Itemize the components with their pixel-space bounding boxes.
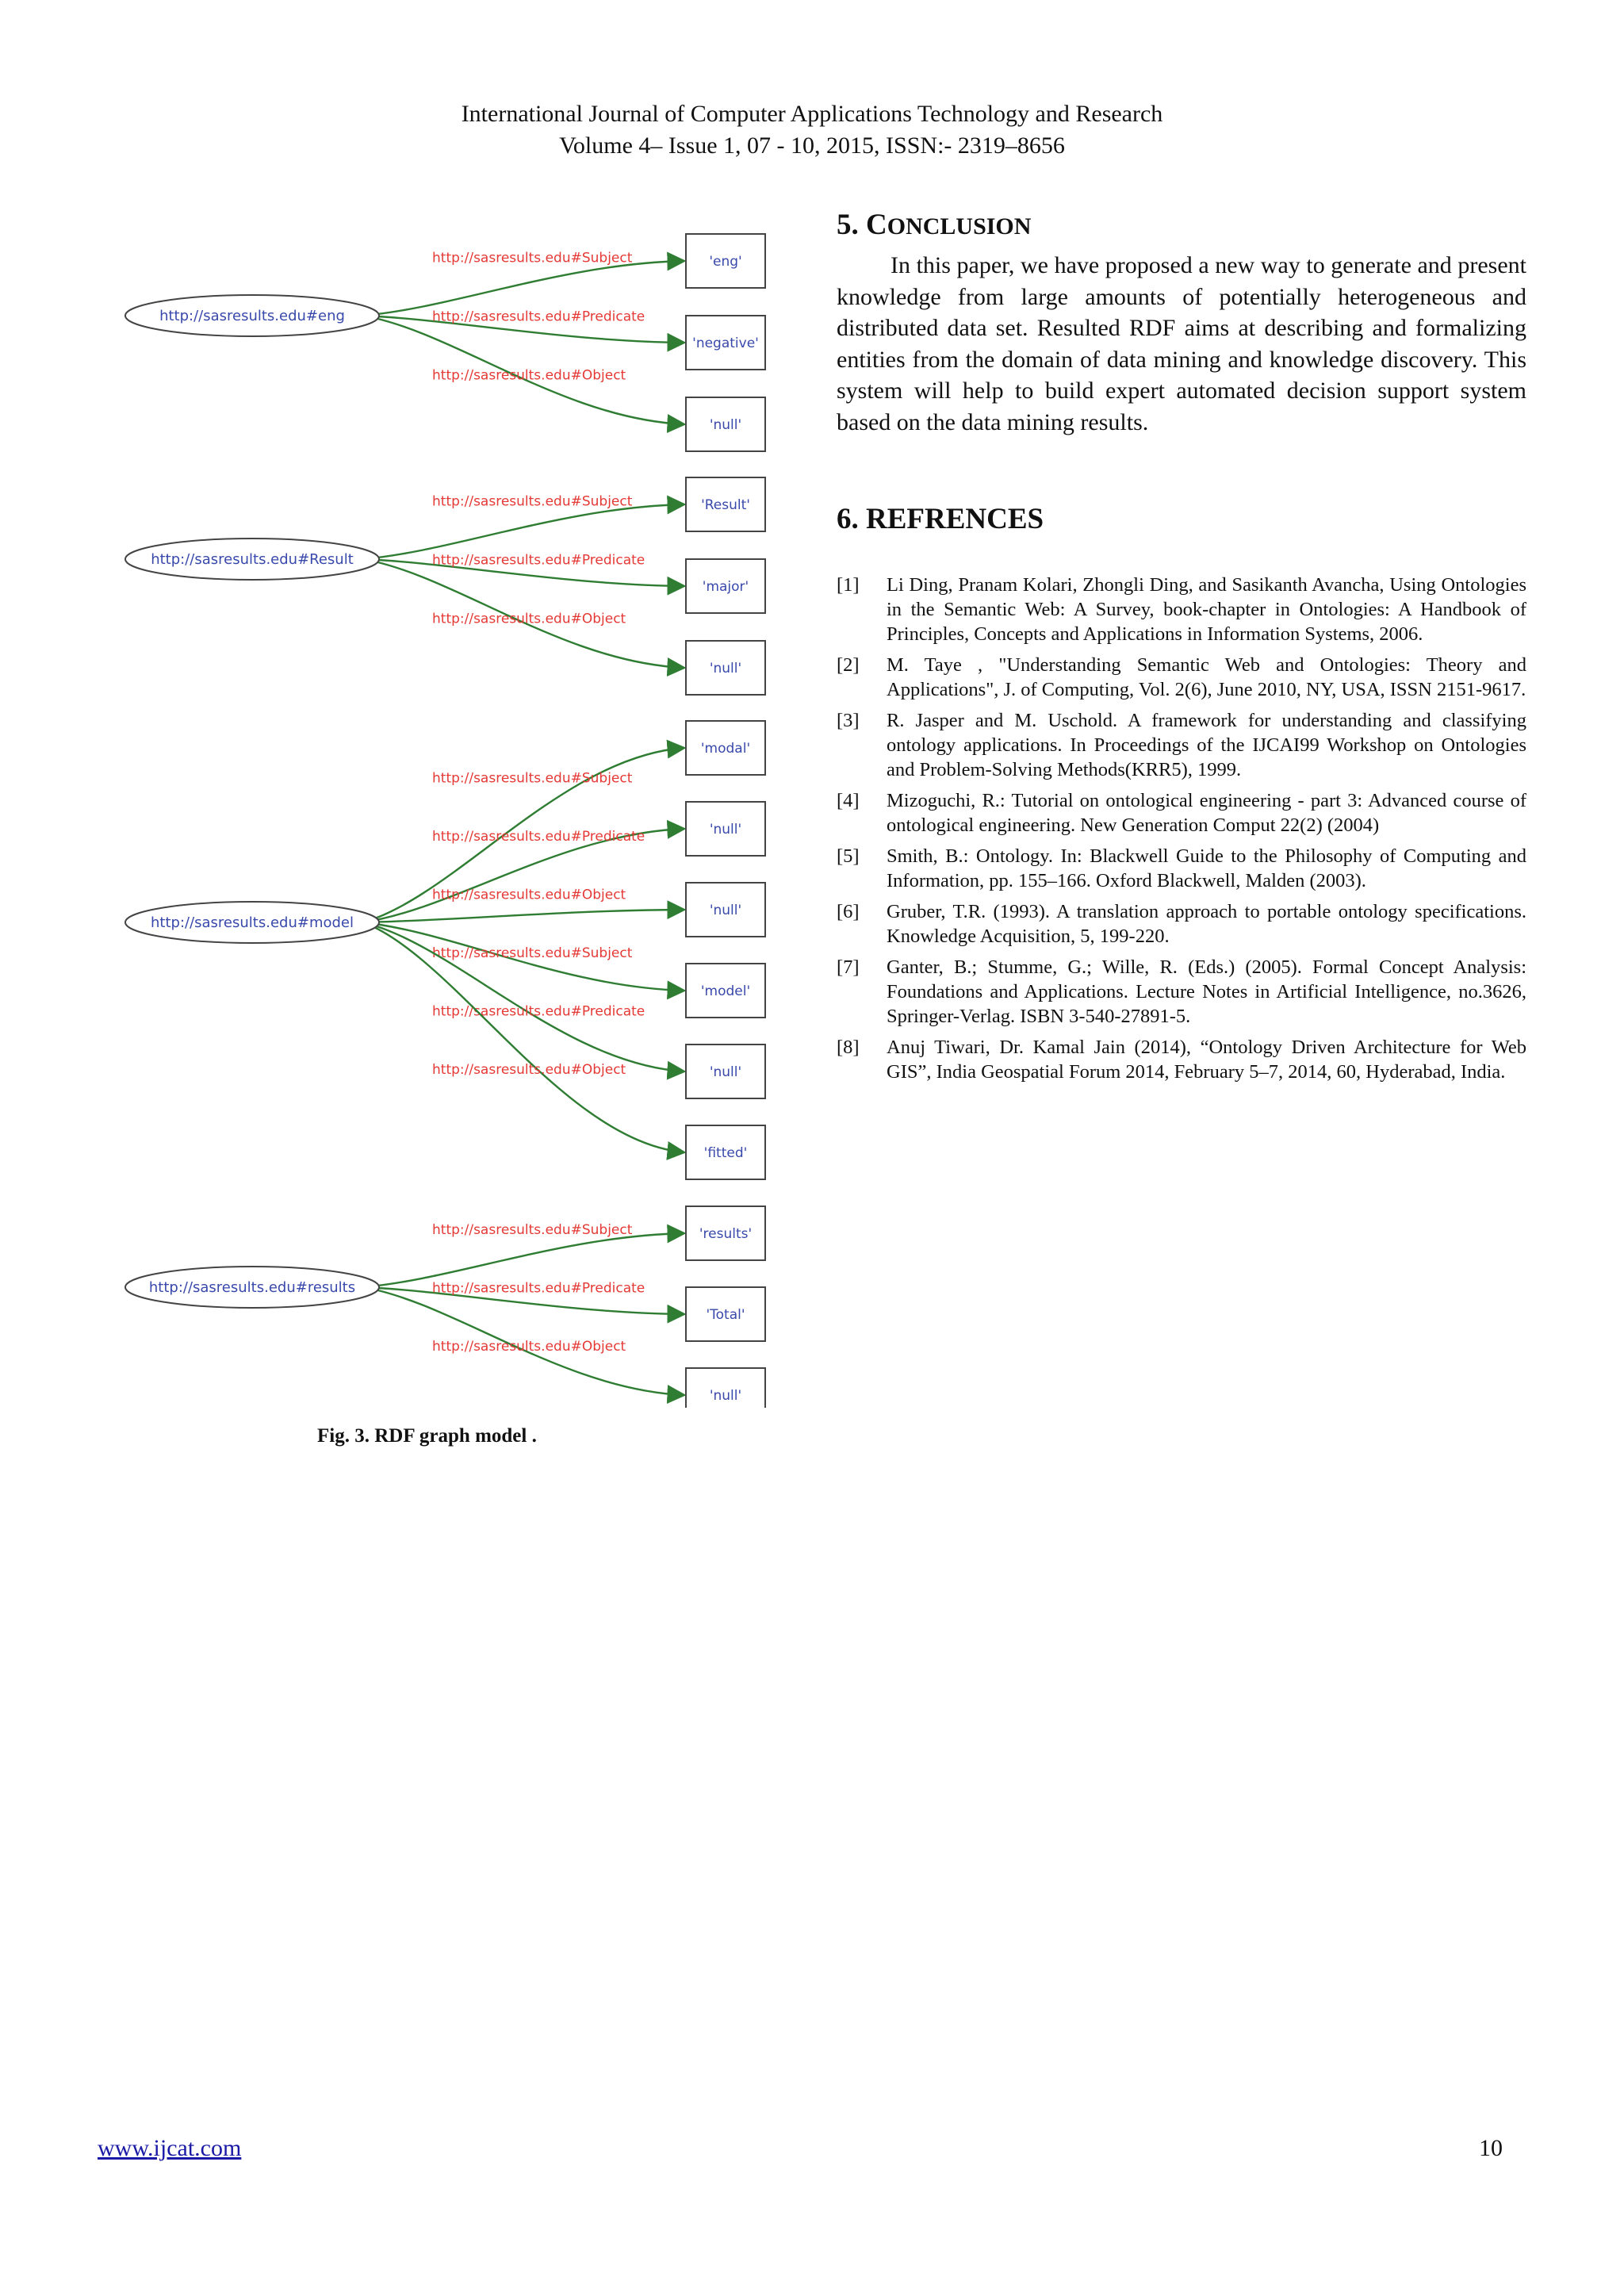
references-heading: 6. REFRENCES <box>837 503 1044 535</box>
object-label: 'negative' <box>692 335 759 351</box>
journal-title: International Journal of Computer Applications Technology and Research <box>461 101 1163 127</box>
predicate-label: http://sasresults.edu#Predicate <box>432 829 645 845</box>
rdf-graph-figure <box>103 194 793 1408</box>
predicate-label: http://sasresults.edu#Object <box>432 611 626 627</box>
reference-text: M. Taye , "Understanding Semantic Web and Ontologies: Theory and Applications", J. of Computing, Vol. 2(6), June 2010, NY, USA, ISSN 2151-9617. <box>887 654 1526 700</box>
reference-item <box>837 653 1526 702</box>
conclusion-text: In this paper, we have proposed a new way to generate and present knowledge from large amounts of potentially heterogeneous and distributed data set. Resulted RDF aims at describing and formalizing entities from the domain of data mining and knowledge discovery. This system will help to build expert automated decision support system based on the data mining results. <box>837 252 1526 435</box>
journal-volume: Volume 4– Issue 1, 07 - 10, 2015, ISSN:- 2319–8656 <box>559 132 1065 159</box>
subject-label: http://sasresults.edu#results <box>148 1279 356 1296</box>
reference-item <box>837 844 1526 893</box>
object-label: 'model' <box>700 983 751 999</box>
page-number: 10 <box>1479 2135 1503 2161</box>
object-label: 'modal' <box>700 741 751 757</box>
rdf-edge <box>363 1233 684 1287</box>
object-label: 'null' <box>709 903 742 918</box>
reference-number: [2] <box>837 654 860 676</box>
journal-website-link[interactable]: www.ijcat.com <box>98 2135 242 2161</box>
reference-text: Mizoguchi, R.: Tutorial on ontological engineering - part 3: Advanced course of ontological engineering. New Generation Comput 22(2) (2004) <box>887 790 1526 836</box>
object-label: 'null' <box>709 417 742 433</box>
predicate-label: http://sasresults.edu#Subject <box>432 493 633 510</box>
predicate-label: http://sasresults.edu#Subject <box>432 770 633 787</box>
predicate-label: http://sasresults.edu#Predicate <box>432 1280 645 1297</box>
reference-number: [8] <box>837 1037 860 1058</box>
predicate-label: http://sasresults.edu#Predicate <box>432 309 645 325</box>
reference-number: [4] <box>837 790 860 811</box>
reference-number: [3] <box>837 710 860 731</box>
reference-text: Smith, B.: Ontology. In: Blackwell Guide to the Philosophy of Computing and Information, pp. 155–166. Oxford Blackwell, Malden (2003). <box>887 845 1526 891</box>
reference-number: [5] <box>837 845 860 867</box>
predicate-label: http://sasresults.edu#Subject <box>432 1222 633 1239</box>
reference-number: [7] <box>837 956 860 978</box>
object-label: 'eng' <box>709 254 742 270</box>
object-label: 'null' <box>709 1388 742 1404</box>
reference-number: [6] <box>837 901 860 922</box>
reference-item <box>837 708 1526 782</box>
subject-label: http://sasresults.edu#Result <box>151 551 354 568</box>
object-label: 'Result' <box>701 497 750 513</box>
reference-text: R. Jasper and M. Uschold. A framework for understanding and classifying ontology applications. In Proceedings of the IJCAI99 Workshop on Ontologies and Problem-Solving Methods(KRR5), 1999. <box>887 710 1526 780</box>
conclusion-section <box>837 208 1526 438</box>
reference-item <box>837 788 1526 838</box>
figure-caption: Fig. 3. RDF graph model . <box>317 1425 537 1447</box>
object-label: 'null' <box>709 1064 742 1080</box>
predicate-label: http://sasresults.edu#Object <box>432 1061 626 1078</box>
reference-item <box>837 573 1526 646</box>
object-label: 'null' <box>709 822 742 838</box>
predicate-label: http://sasresults.edu#Object <box>432 887 626 903</box>
subject-label: http://sasresults.edu#model <box>151 914 354 931</box>
predicate-label: http://sasresults.edu#Predicate <box>432 552 645 569</box>
predicate-label: http://sasresults.edu#Subject <box>432 250 633 266</box>
predicate-label: http://sasresults.edu#Subject <box>432 945 633 961</box>
reference-text: Gruber, T.R. (1993). A translation approach to portable ontology specifications. Knowledge Acquisition, 5, 199-220. <box>887 901 1526 947</box>
object-label: 'results' <box>699 1226 753 1242</box>
predicate-label: http://sasresults.edu#Object <box>432 367 626 384</box>
rdf-edge <box>363 261 684 316</box>
object-label: 'major' <box>702 579 749 595</box>
reference-number: [1] <box>837 574 860 596</box>
references-list <box>837 573 1526 1091</box>
rdf-edge <box>363 504 684 559</box>
object-label: 'null' <box>709 661 742 677</box>
reference-text: Ganter, B.; Stumme, G.; Wille, R. (Eds.) (2005). Formal Concept Analysis: Foundations and Applications. Lecture Notes in Artificial Intelligence, no.3626, Springer-Verlag. ISBN 3-540-27891-5. <box>887 956 1526 1027</box>
reference-item <box>837 1035 1526 1084</box>
object-label: 'fitted' <box>703 1145 748 1161</box>
predicate-label: http://sasresults.edu#Predicate <box>432 1003 645 1020</box>
reference-text: Li Ding, Pranam Kolari, Zhongli Ding, and Sasikanth Avancha, Using Ontologies in the Semantic Web: A Survey, book-chapter in Ontologies: A Handbook of Principles, Concepts and Applications in Information Systems, 2006. <box>887 574 1526 645</box>
subject-label: http://sasresults.edu#eng <box>159 308 345 324</box>
predicate-label: http://sasresults.edu#Object <box>432 1338 626 1355</box>
conclusion-heading: 5. CONCLUSION <box>837 209 1032 241</box>
references-heading-wrap <box>837 502 1526 536</box>
reference-item <box>837 955 1526 1029</box>
object-label: 'Total' <box>706 1307 745 1323</box>
reference-item <box>837 899 1526 949</box>
reference-text: Anuj Tiwari, Dr. Kamal Jain (2014), “Ontology Driven Architecture for Web GIS”, India Geospatial Forum 2014, February 5–7, 2014, 60, Hyderabad, India. <box>887 1037 1526 1083</box>
